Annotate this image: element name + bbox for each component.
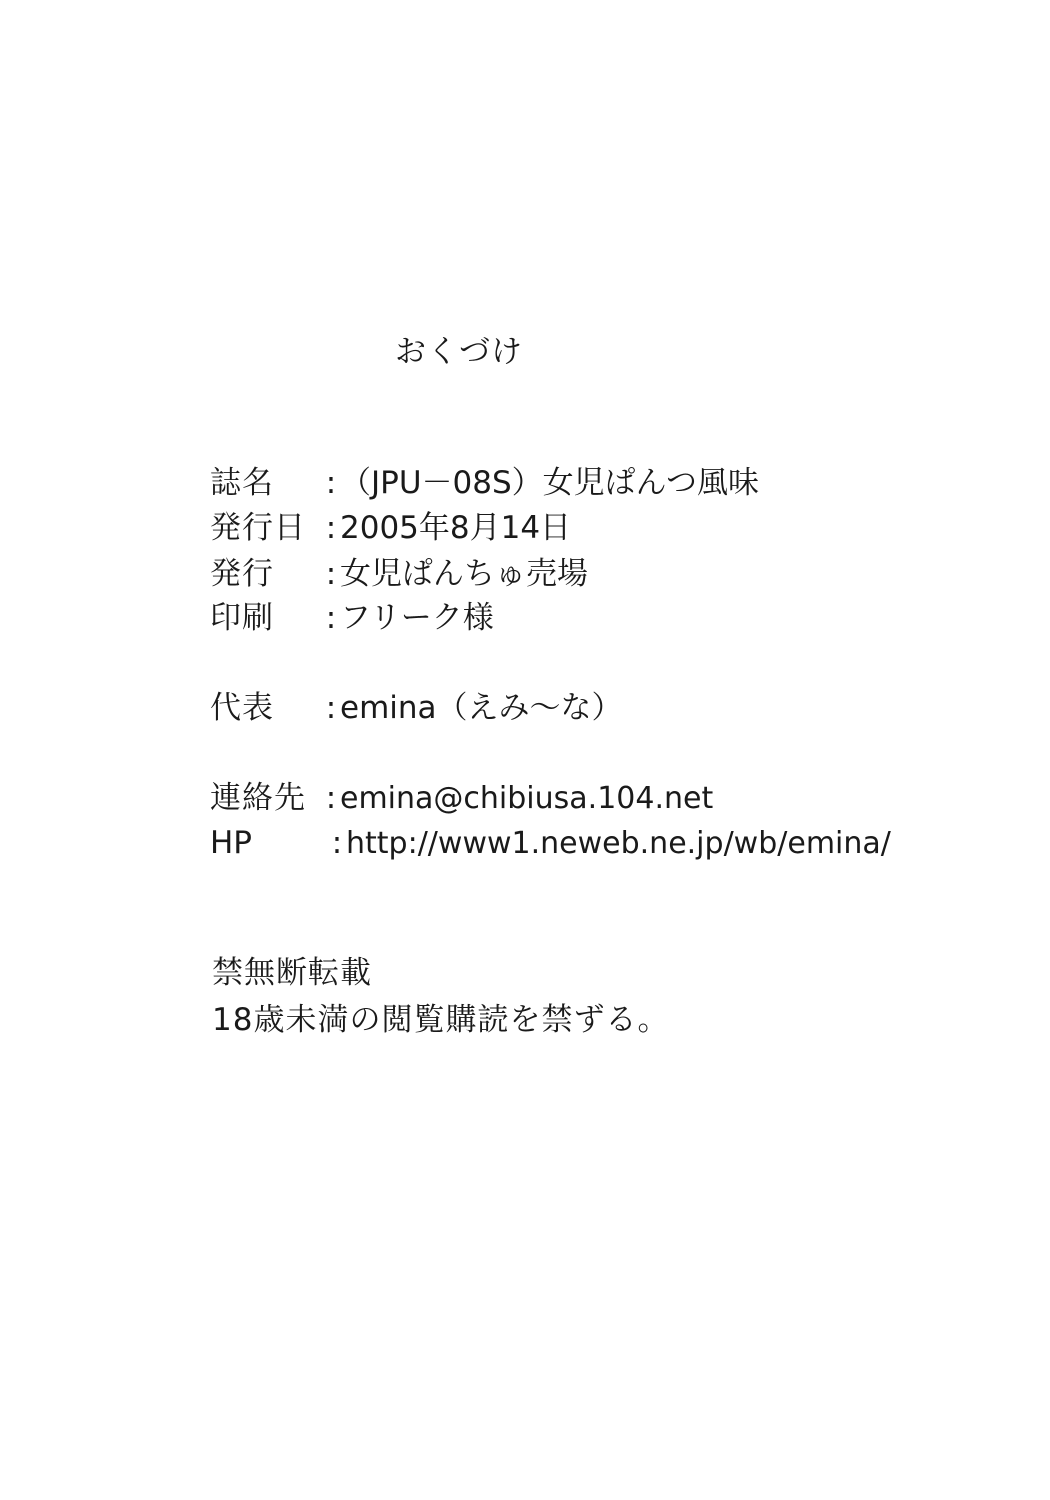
entry-label: 発行 xyxy=(210,556,274,592)
entry-value: フリーク様 xyxy=(340,600,494,636)
entry-label: HP xyxy=(210,825,253,861)
entry-label: 誌名 xyxy=(210,465,274,501)
entry-value: （JPU－08S）女児ぱんつ風味 xyxy=(340,465,760,501)
entry-value: emina（えみ～な） xyxy=(340,690,623,726)
entry-colon: : xyxy=(325,780,337,816)
entry-publisher xyxy=(210,554,588,594)
colophon-title: おくづけ xyxy=(395,334,523,370)
entry-label: 代表 xyxy=(210,690,274,726)
entry-colon: : xyxy=(325,600,337,636)
entry-label: 連絡先 xyxy=(210,780,306,816)
entry-representative xyxy=(210,688,623,728)
entry-magazine-name xyxy=(210,463,759,503)
entry-label: 印刷 xyxy=(210,600,274,636)
entry-colon: : xyxy=(325,556,337,592)
entry-value: 女児ぱんちゅ売場 xyxy=(340,556,588,592)
contact-email: emina@chibiusa.104.net xyxy=(340,781,714,816)
homepage-url: http://www1.neweb.ne.jp/wb/emina/ xyxy=(346,826,891,861)
entry-value: 2005年8月14日 xyxy=(340,510,572,546)
notice-age-restriction: 18歳未満の閲覧購読を禁ずる。 xyxy=(212,1002,670,1038)
notice-no-reproduction: 禁無断転載 xyxy=(212,955,372,991)
entry-publish-date xyxy=(210,508,571,548)
entry-colon: : xyxy=(331,825,343,861)
entry-colon: : xyxy=(325,465,337,501)
entry-colon: : xyxy=(325,690,337,726)
entry-colon: : xyxy=(325,510,337,546)
entry-homepage xyxy=(210,823,891,864)
entry-label: 発行日 xyxy=(210,510,306,546)
entry-contact xyxy=(210,778,713,819)
entry-printer xyxy=(210,598,494,638)
